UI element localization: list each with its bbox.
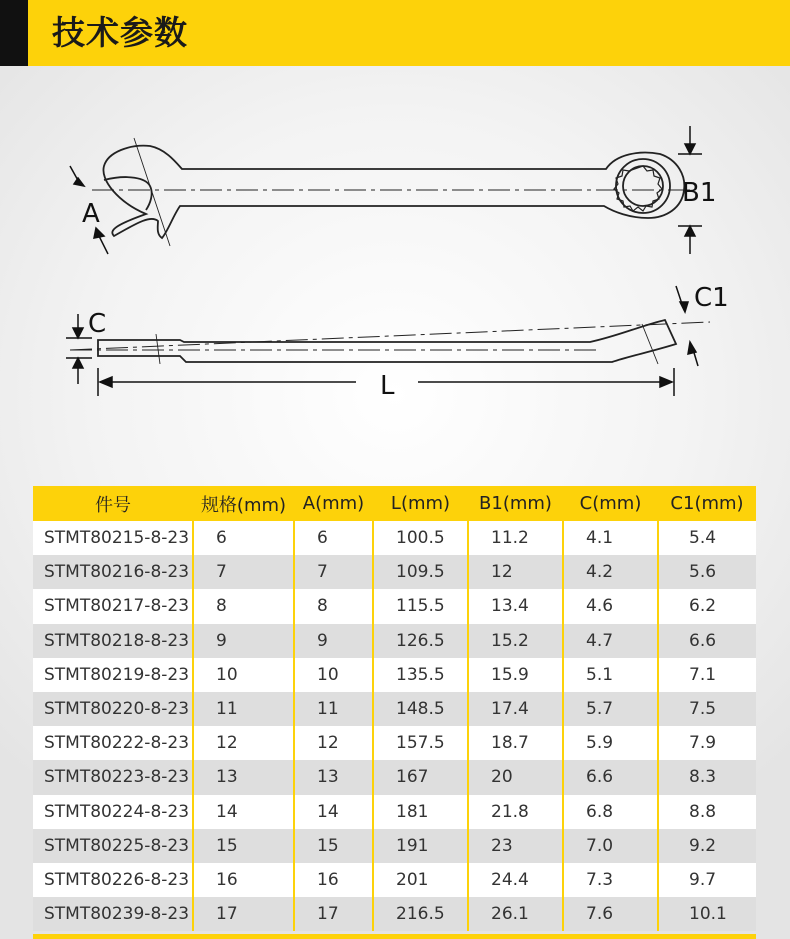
- table-row: [33, 760, 756, 794]
- table-cell: 24.4: [468, 863, 563, 897]
- table-cell: STMT80222-8-23: [33, 726, 193, 760]
- spec-table: [33, 486, 756, 931]
- label-l: L: [380, 371, 395, 401]
- table-row: [33, 589, 756, 623]
- table-cell: 6.2: [658, 589, 756, 623]
- col-header-a: A(mm): [294, 486, 373, 521]
- table-body: [33, 521, 756, 931]
- table-cell: 7: [294, 555, 373, 589]
- header-accent-bar: [0, 0, 28, 66]
- table-cell: 100.5: [373, 521, 468, 555]
- table-cell: 181: [373, 795, 468, 829]
- col-header-size: 规格(mm): [193, 486, 294, 521]
- col-header-c: C(mm): [563, 486, 658, 521]
- table-row: [33, 555, 756, 589]
- table-cell: 11: [193, 692, 294, 726]
- table-cell: STMT80239-8-23: [33, 897, 193, 931]
- table-cell: 9: [294, 624, 373, 658]
- table-cell: STMT80216-8-23: [33, 555, 193, 589]
- table-cell: 8: [193, 589, 294, 623]
- table-cell: STMT80217-8-23: [33, 589, 193, 623]
- table-cell: 14: [294, 795, 373, 829]
- table-cell: 7: [193, 555, 294, 589]
- table-cell: 15.9: [468, 658, 563, 692]
- table-cell: 7.6: [563, 897, 658, 931]
- table-cell: 12: [294, 726, 373, 760]
- table-cell: 17: [294, 897, 373, 931]
- table-cell: 13.4: [468, 589, 563, 623]
- table-cell: 4.1: [563, 521, 658, 555]
- table-cell: 23: [468, 829, 563, 863]
- table-cell: 4.2: [563, 555, 658, 589]
- table-cell: 126.5: [373, 624, 468, 658]
- table-row: [33, 726, 756, 760]
- table-cell: 9.7: [658, 863, 756, 897]
- section-header: [0, 0, 790, 66]
- table-cell: 15: [294, 829, 373, 863]
- table-bottom-rule: [33, 934, 756, 939]
- table-cell: 201: [373, 863, 468, 897]
- table-cell: 12: [193, 726, 294, 760]
- label-a: A: [82, 199, 100, 229]
- table-cell: 16: [294, 863, 373, 897]
- table-cell: 5.7: [563, 692, 658, 726]
- table-cell: 8: [294, 589, 373, 623]
- table-cell: 10: [294, 658, 373, 692]
- table-cell: 191: [373, 829, 468, 863]
- col-header-part-no: 件号: [33, 486, 193, 521]
- table-row: [33, 795, 756, 829]
- table-row: [33, 624, 756, 658]
- table-cell: 6: [193, 521, 294, 555]
- table-cell: 13: [294, 760, 373, 794]
- table-row: [33, 521, 756, 555]
- table-cell: 14: [193, 795, 294, 829]
- wrench-diagram: [0, 66, 790, 466]
- table-row: [33, 692, 756, 726]
- table-cell: 26.1: [468, 897, 563, 931]
- page-title: 技术参数: [52, 13, 188, 52]
- table-cell: 9.2: [658, 829, 756, 863]
- table-row: [33, 897, 756, 931]
- table-cell: 109.5: [373, 555, 468, 589]
- table-cell: 157.5: [373, 726, 468, 760]
- table-cell: 9: [193, 624, 294, 658]
- table-cell: 4.7: [563, 624, 658, 658]
- table-cell: 15.2: [468, 624, 563, 658]
- label-c1: C1: [694, 283, 729, 313]
- table-cell: 6.6: [563, 760, 658, 794]
- table-cell: STMT80225-8-23: [33, 829, 193, 863]
- wrench-top-view: [92, 138, 690, 246]
- table-cell: 7.9: [658, 726, 756, 760]
- table-cell: 21.8: [468, 795, 563, 829]
- table-cell: 16: [193, 863, 294, 897]
- table-row: [33, 658, 756, 692]
- col-header-l: L(mm): [373, 486, 468, 521]
- table-cell: 5.9: [563, 726, 658, 760]
- col-header-c1: C1(mm): [658, 486, 756, 521]
- table-cell: 7.0: [563, 829, 658, 863]
- table-header-row: [33, 486, 756, 521]
- table-cell: 15: [193, 829, 294, 863]
- table-cell: 7.3: [563, 863, 658, 897]
- table-cell: 11.2: [468, 521, 563, 555]
- table-row: [33, 829, 756, 863]
- table-cell: STMT80218-8-23: [33, 624, 193, 658]
- table-cell: 216.5: [373, 897, 468, 931]
- wrench-side-view: [70, 320, 710, 364]
- table-cell: STMT80219-8-23: [33, 658, 193, 692]
- table-row: [33, 863, 756, 897]
- table-cell: 6: [294, 521, 373, 555]
- table-cell: 7.5: [658, 692, 756, 726]
- label-b1: B1: [682, 178, 717, 208]
- table-cell: 11: [294, 692, 373, 726]
- table-cell: 5.6: [658, 555, 756, 589]
- table-cell: 6.8: [563, 795, 658, 829]
- table-cell: 13: [193, 760, 294, 794]
- table-cell: STMT80226-8-23: [33, 863, 193, 897]
- table-cell: 148.5: [373, 692, 468, 726]
- table-cell: 12: [468, 555, 563, 589]
- table-cell: 10.1: [658, 897, 756, 931]
- table-cell: 5.1: [563, 658, 658, 692]
- table-cell: 8.3: [658, 760, 756, 794]
- table-cell: 8.8: [658, 795, 756, 829]
- table-cell: 20: [468, 760, 563, 794]
- col-header-b1: B1(mm): [468, 486, 563, 521]
- table-cell: 17.4: [468, 692, 563, 726]
- table-cell: 115.5: [373, 589, 468, 623]
- table-cell: 7.1: [658, 658, 756, 692]
- table-cell: 17: [193, 897, 294, 931]
- table-cell: STMT80223-8-23: [33, 760, 193, 794]
- table-cell: 5.4: [658, 521, 756, 555]
- table-cell: 6.6: [658, 624, 756, 658]
- table-cell: 135.5: [373, 658, 468, 692]
- table-cell: STMT80215-8-23: [33, 521, 193, 555]
- label-c: C: [88, 309, 107, 339]
- table-cell: STMT80220-8-23: [33, 692, 193, 726]
- table-cell: 10: [193, 658, 294, 692]
- table-cell: 167: [373, 760, 468, 794]
- table-cell: 18.7: [468, 726, 563, 760]
- table-cell: STMT80224-8-23: [33, 795, 193, 829]
- table-cell: 4.6: [563, 589, 658, 623]
